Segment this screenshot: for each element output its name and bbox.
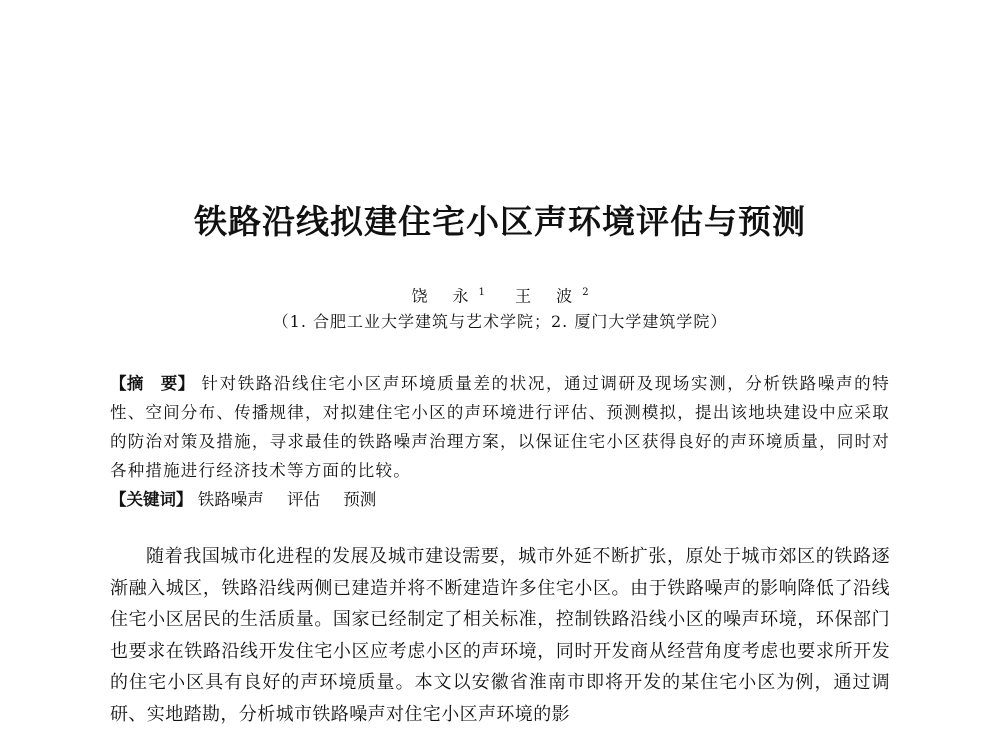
authors [0,282,1000,307]
keyword: 铁路噪声 [197,490,264,509]
affiliations: （1. 合肥工业大学建筑与艺术学院；2. 厦门大学建筑学院） [272,312,728,331]
abstract-label: 【摘 要】 [110,374,195,393]
abstract [110,369,890,485]
keyword: 评估 [287,490,320,509]
abstract-text: 针对铁路沿线住宅小区声环境质量差的状况，通过调研及现场实测，分析铁路噪声的特性、空间分布、传播规律，对拟建住宅小区的声环境进行评估、预测模拟，提出该地块建设中应采取的防治对策及措施，寻求最佳的铁路噪声治理方案，以保证住宅小区获得良好的声环境质量，同时对各种措施进行经济技术等方面的比较。 [110,374,890,480]
keyword: 预测 [343,490,377,509]
keywords-label: 【关键词】 [110,490,193,509]
author-affiliation-mark: 2 [582,287,589,298]
body-paragraph: 随着我国城市化进程的发展及城市建设需要，城市外延不断扩张，原处于城市郊区的铁路逐渐融入城区，铁路沿线两侧已建造并将不断建造许多住宅小区。由于铁路噪声的影响降低了沿线住宅小区居民的生活质量。国家已经制定了相关标准，控制铁路沿线小区的噪声环境，环保部门也要求在铁路沿线开发住宅小区应考虑小区的声环境，同时开发商从经营角度考虑也要求所开发的住宅小区具有良好的声环境质量。本文以安徽省淮南市即将开发的某住宅小区为例，通过调研、实地踏勘，分析城市铁路噪声对住宅小区声环境的影 [110,546,890,725]
author-name: 饶 永 [411,286,479,306]
author-affiliation-mark: 1 [478,287,485,298]
keywords [110,485,890,514]
paper-title: 铁路沿线拟建住宅小区声环境评估与预测 [194,202,806,241]
author-name: 王 波 [515,286,583,306]
